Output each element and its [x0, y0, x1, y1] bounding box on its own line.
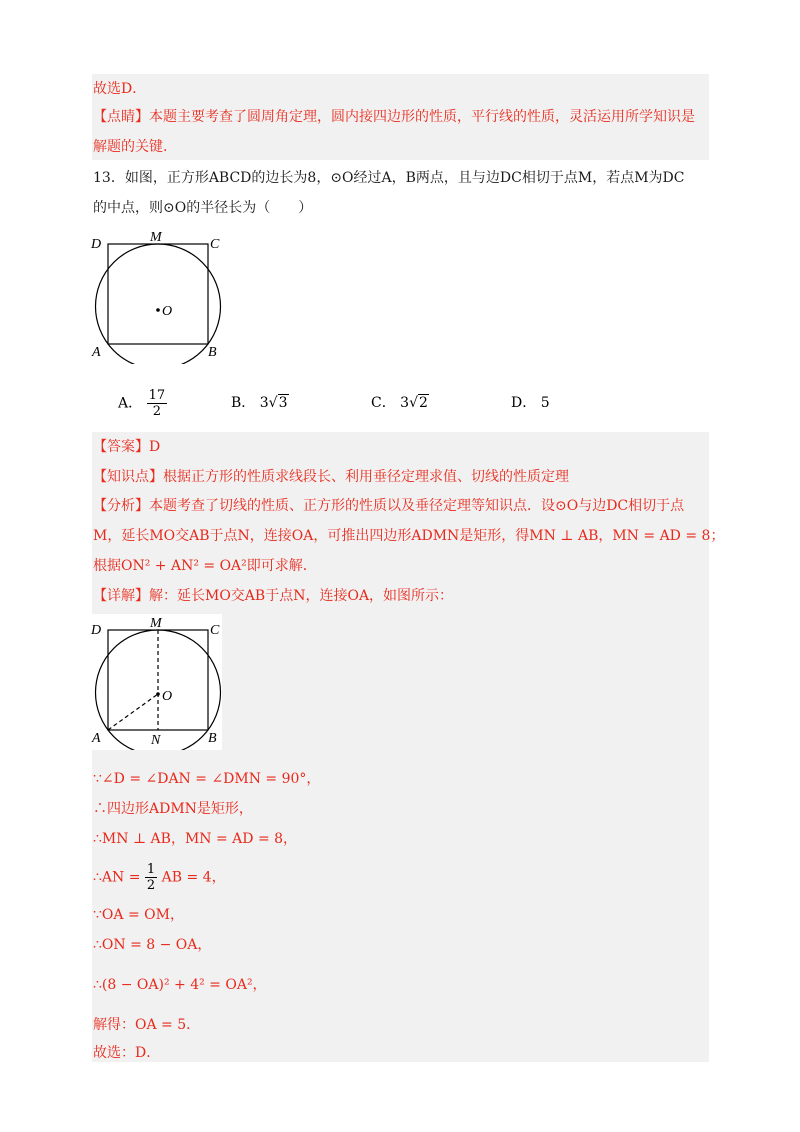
step-4: ∴AN = $\frac{1}{2}$ AB = 4，: [93, 862, 226, 893]
step-3: ∴MN ⊥ AB，MN = AD = 8，: [93, 831, 298, 847]
step-2: ∴四边形ADMN是矩形，: [93, 801, 253, 817]
label-n2: N: [151, 733, 161, 748]
knowledge-line: 【知识点】根据正方形的性质求线段长、利用垂径定理求值、切线的性质定理: [93, 469, 569, 485]
analysis-line-1: 【分析】本题考查了切线的性质、正方形的性质以及垂径定理等知识点．设⊙O与边DC相切于点: [93, 498, 685, 514]
option-c[interactable]: C． 3√2: [371, 388, 429, 418]
step-1: ∵∠D = ∠DAN = ∠DMN = 90°，: [93, 771, 321, 787]
answer-line: 【答案】D: [93, 439, 161, 455]
step-8: 解得：OA = 5．: [93, 1017, 201, 1033]
label-d: D: [91, 237, 102, 252]
label-c2: C: [210, 623, 220, 638]
detail-intro: 【详解】解：延长MO交AB于点N，连接OA，如图所示：: [93, 588, 454, 604]
label-b: B: [208, 345, 217, 360]
sqrt-3: 3√3: [259, 395, 288, 411]
label-a2: A: [92, 731, 101, 746]
step-6: ∴ON = 8 − OA，: [93, 937, 212, 953]
option-b[interactable]: B． 3√3: [231, 388, 289, 418]
step-7: ∴(8 − OA)² + 4² = OA²，: [93, 977, 267, 993]
analysis-line-2: M，延长MO交AB于点N，连接OA，可推出四边形ADMN是矩形，得MN ⊥ AB，MN = AD = 8；: [93, 528, 725, 544]
analysis-line-3: 根据ON² + AN² = OA²即可求解．: [93, 558, 317, 574]
prev-choice: 故选D．: [93, 81, 147, 97]
label-c: C: [210, 237, 220, 252]
label-o2: O: [162, 689, 173, 704]
option-a[interactable]: A． $\frac{17}{2}$: [118, 388, 166, 419]
label-m: M: [150, 230, 162, 245]
step-5: ∵OA = OM，: [93, 907, 184, 923]
fraction-1-2: $\frac{1}{2}$: [146, 862, 156, 893]
solution-figure: [88, 614, 228, 750]
question-line-2: 的中点，则⊙O的半径长为（ ）: [93, 200, 313, 216]
fraction-17-2: $\frac{17}{2}$: [148, 388, 166, 419]
label-m2: M: [150, 616, 162, 631]
question-line-1: 13．如图，正方形ABCD的边长为8，⊙O经过A，B两点，且与边DC相切于点M，若点M为DC: [93, 170, 685, 186]
label-o: O: [162, 304, 173, 319]
prev-comment-cont: 解题的关键．: [93, 139, 177, 155]
label-b2: B: [208, 731, 217, 746]
sqrt-2: 3√2: [400, 395, 428, 411]
question-figure: [88, 228, 228, 364]
label-d2: D: [91, 623, 102, 638]
option-d[interactable]: D． 5: [511, 395, 550, 411]
prev-comment: 【点睛】本题主要考查了圆周角定理，圆内接四边形的性质，平行线的性质，灵活运用所学知识是: [93, 109, 695, 125]
label-a: A: [92, 345, 101, 360]
step-9: 故选：D．: [93, 1045, 161, 1061]
